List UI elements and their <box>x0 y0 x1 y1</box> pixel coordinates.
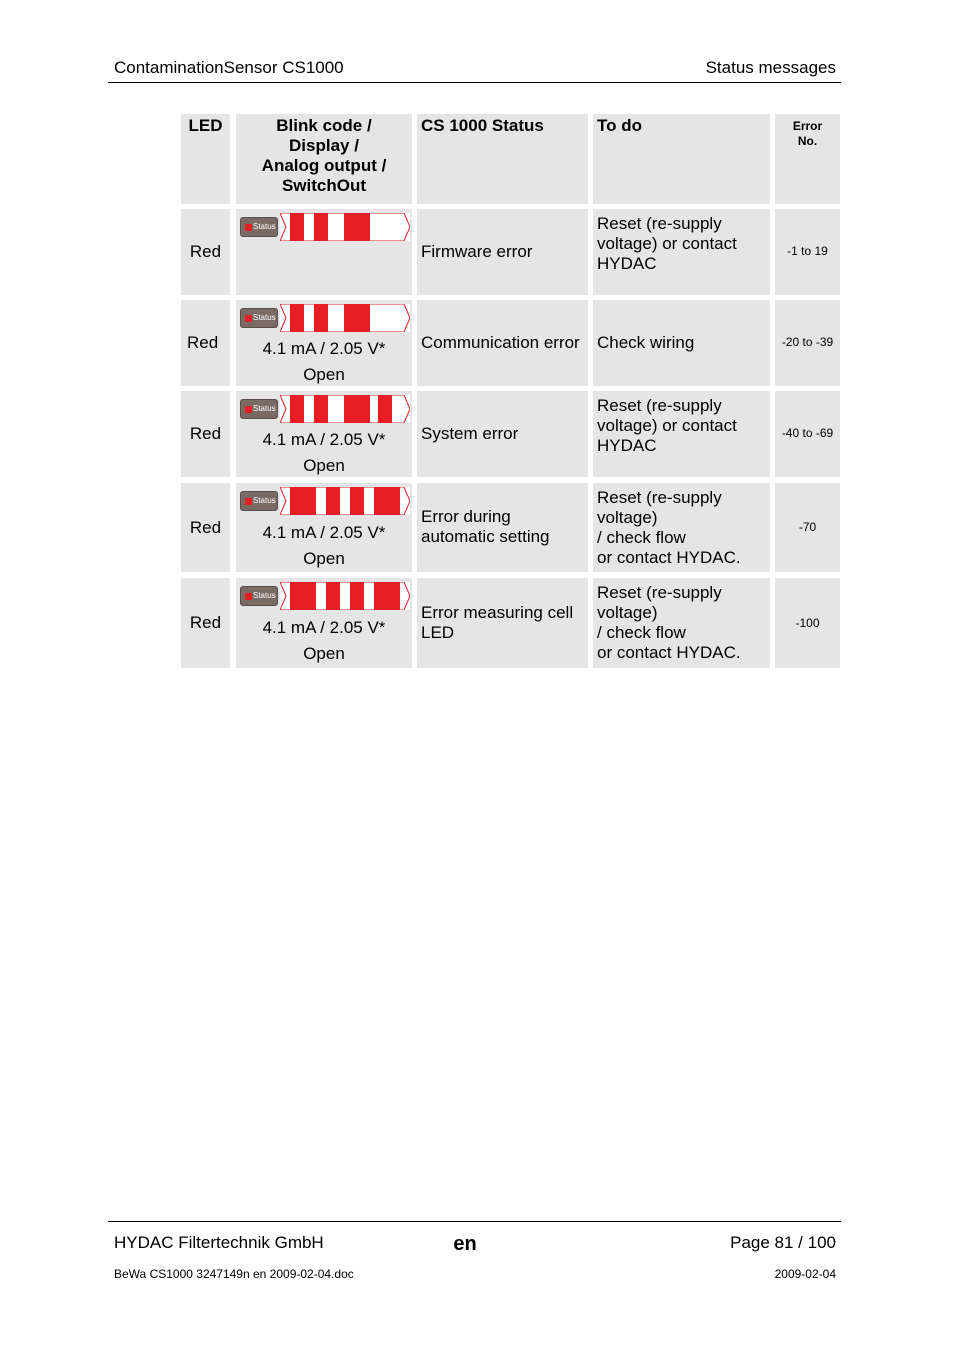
led-color: Red <box>189 424 222 443</box>
table-row-2-error <box>775 300 840 386</box>
blink-output-text <box>240 520 408 572</box>
table-row-3-status <box>417 391 588 477</box>
todo-line: Reset (re-supply <box>597 214 722 233</box>
blink-pattern-icon <box>280 304 410 332</box>
error-number: -40 to -69 <box>781 426 834 440</box>
analog-output: 4.1 mA / 2.05 V* <box>262 618 386 637</box>
status-button-icon <box>240 586 278 606</box>
col-header-blink <box>236 114 412 204</box>
todo-line: Check wiring <box>597 333 695 352</box>
analog-output: 4.1 mA / 2.05 V* <box>262 430 386 449</box>
todo-text <box>597 488 766 568</box>
status-text <box>421 424 584 444</box>
todo-line: HYDAC <box>597 254 657 273</box>
status-text <box>421 333 584 353</box>
col-header-todo-label: To do <box>597 116 642 135</box>
header-title: ContaminationSensor CS1000 <box>114 58 344 77</box>
status-button-label: Status <box>253 222 276 231</box>
todo-line: voltage) <box>597 508 658 527</box>
error-number: -1 to 19 <box>787 244 828 258</box>
todo-text <box>597 214 766 274</box>
status-line: LED <box>421 623 455 642</box>
todo-text <box>597 396 766 456</box>
col-header-status <box>417 114 588 204</box>
table-row-3-blink <box>236 391 412 477</box>
table-row-4-todo <box>593 483 770 572</box>
todo-line: / check flow <box>597 528 686 547</box>
col-header-led-label: LED <box>188 116 223 135</box>
blink-output-text <box>240 615 408 667</box>
status-text <box>421 242 584 262</box>
col-header-blink-line: Analog output / <box>261 156 387 175</box>
table-row-3-error <box>775 391 840 477</box>
col-header-blink-line: SwitchOut <box>281 176 367 195</box>
todo-line: Reset (re-supply <box>597 488 722 507</box>
col-header-blink-label <box>240 116 408 196</box>
table-row-4-blink <box>236 483 412 572</box>
table-row-1-todo <box>593 209 770 295</box>
error-number: -100 <box>795 616 820 630</box>
todo-line: voltage) or contact <box>597 234 737 253</box>
todo-line: / check flow <box>597 623 686 642</box>
todo-text <box>597 333 766 353</box>
switch-out: Open <box>303 365 345 384</box>
table-row-4-error <box>775 483 840 572</box>
table-row-2-status <box>417 300 588 386</box>
table-row-2-blink <box>236 300 412 386</box>
blink-pattern-icon <box>280 395 410 423</box>
status-text <box>421 507 584 547</box>
error-number: -70 <box>798 520 817 534</box>
table-row-2-led <box>181 300 230 386</box>
switch-out: Open <box>303 644 345 663</box>
table-row-3-todo <box>593 391 770 477</box>
footer-date: 2009-02-04 <box>774 1267 836 1281</box>
header-rule <box>108 82 841 83</box>
blink-code-display <box>238 213 410 241</box>
status-button-icon <box>240 217 278 237</box>
led-color: Red <box>189 518 222 537</box>
blink-code-display <box>238 582 410 610</box>
status-button-label: Status <box>253 404 276 413</box>
error-number: -20 to -39 <box>781 335 834 349</box>
col-header-error-line: Error <box>792 119 823 133</box>
status-button-label: Status <box>253 591 276 600</box>
todo-line: voltage) <box>597 603 658 622</box>
footer-document-name: BeWa CS1000 3247149n en 2009-02-04.doc <box>114 1267 354 1281</box>
status-line: Error measuring cell <box>421 603 574 622</box>
led-color: Red <box>189 242 222 261</box>
todo-line: voltage) or contact <box>597 416 737 435</box>
status-line: Communication error <box>421 333 580 352</box>
todo-line: Reset (re-supply <box>597 396 722 415</box>
status-button-label: Status <box>253 313 276 322</box>
blink-code-display <box>238 487 410 515</box>
col-header-error-label <box>779 119 836 149</box>
status-led-icon <box>245 593 252 600</box>
col-header-error-line: No. <box>797 134 818 148</box>
table-row-3-led <box>181 391 230 477</box>
blink-pattern-icon <box>280 487 410 515</box>
blink-code-display <box>238 304 410 332</box>
status-led-icon <box>245 224 252 231</box>
table-row-5-led <box>181 578 230 668</box>
analog-output: 4.1 mA / 2.05 V* <box>262 339 386 358</box>
footer-language: en <box>453 1233 477 1255</box>
switch-out: Open <box>303 549 345 568</box>
table-row-4-status <box>417 483 588 572</box>
footer-page-number: Page 81 / 100 <box>730 1233 836 1252</box>
table-row-5-todo <box>593 578 770 668</box>
switch-out: Open <box>303 456 345 475</box>
table-row-1-status <box>417 209 588 295</box>
col-header-error <box>775 114 840 204</box>
col-header-blink-line: Display / <box>289 136 359 155</box>
col-header-led <box>181 114 230 204</box>
todo-line: HYDAC <box>597 436 657 455</box>
status-led-icon <box>245 315 252 322</box>
status-line: automatic setting <box>421 527 550 546</box>
footer-rule <box>108 1221 841 1222</box>
led-color: Red <box>189 613 222 632</box>
todo-line: or contact HYDAC. <box>597 643 741 662</box>
table-row-5-status <box>417 578 588 668</box>
todo-line: Reset (re-supply <box>597 583 722 602</box>
led-color: Red <box>187 333 219 352</box>
analog-output: 4.1 mA / 2.05 V* <box>262 523 386 542</box>
table-row-5-blink <box>236 578 412 668</box>
status-button-label: Status <box>253 496 276 505</box>
status-button-icon <box>240 491 278 511</box>
todo-line: or contact HYDAC. <box>597 548 741 567</box>
todo-text <box>597 583 766 663</box>
table-row-1-error <box>775 209 840 295</box>
col-header-status-label: CS 1000 Status <box>421 116 544 135</box>
status-line: Error during <box>421 507 511 526</box>
table-row-1-blink <box>236 209 412 295</box>
status-text <box>421 603 584 643</box>
status-led-icon <box>245 406 252 413</box>
blink-code-display <box>238 395 410 423</box>
status-button-icon <box>240 399 278 419</box>
table-row-2-todo <box>593 300 770 386</box>
blink-output-text <box>240 427 408 479</box>
status-led-icon <box>245 498 252 505</box>
blink-pattern-icon <box>280 582 410 610</box>
header-section: Status messages <box>705 58 836 77</box>
blink-output-text <box>240 336 408 388</box>
status-line: Firmware error <box>421 242 533 261</box>
table-row-1-led <box>181 209 230 295</box>
footer-company: HYDAC Filtertechnik GmbH <box>114 1233 324 1252</box>
col-header-todo <box>593 114 770 204</box>
table-row-5-error <box>775 578 840 668</box>
blink-pattern-icon <box>280 213 410 241</box>
status-button-icon <box>240 308 278 328</box>
col-header-blink-line: Blink code / <box>276 116 372 135</box>
table-row-4-led <box>181 483 230 572</box>
status-line: System error <box>421 424 519 443</box>
